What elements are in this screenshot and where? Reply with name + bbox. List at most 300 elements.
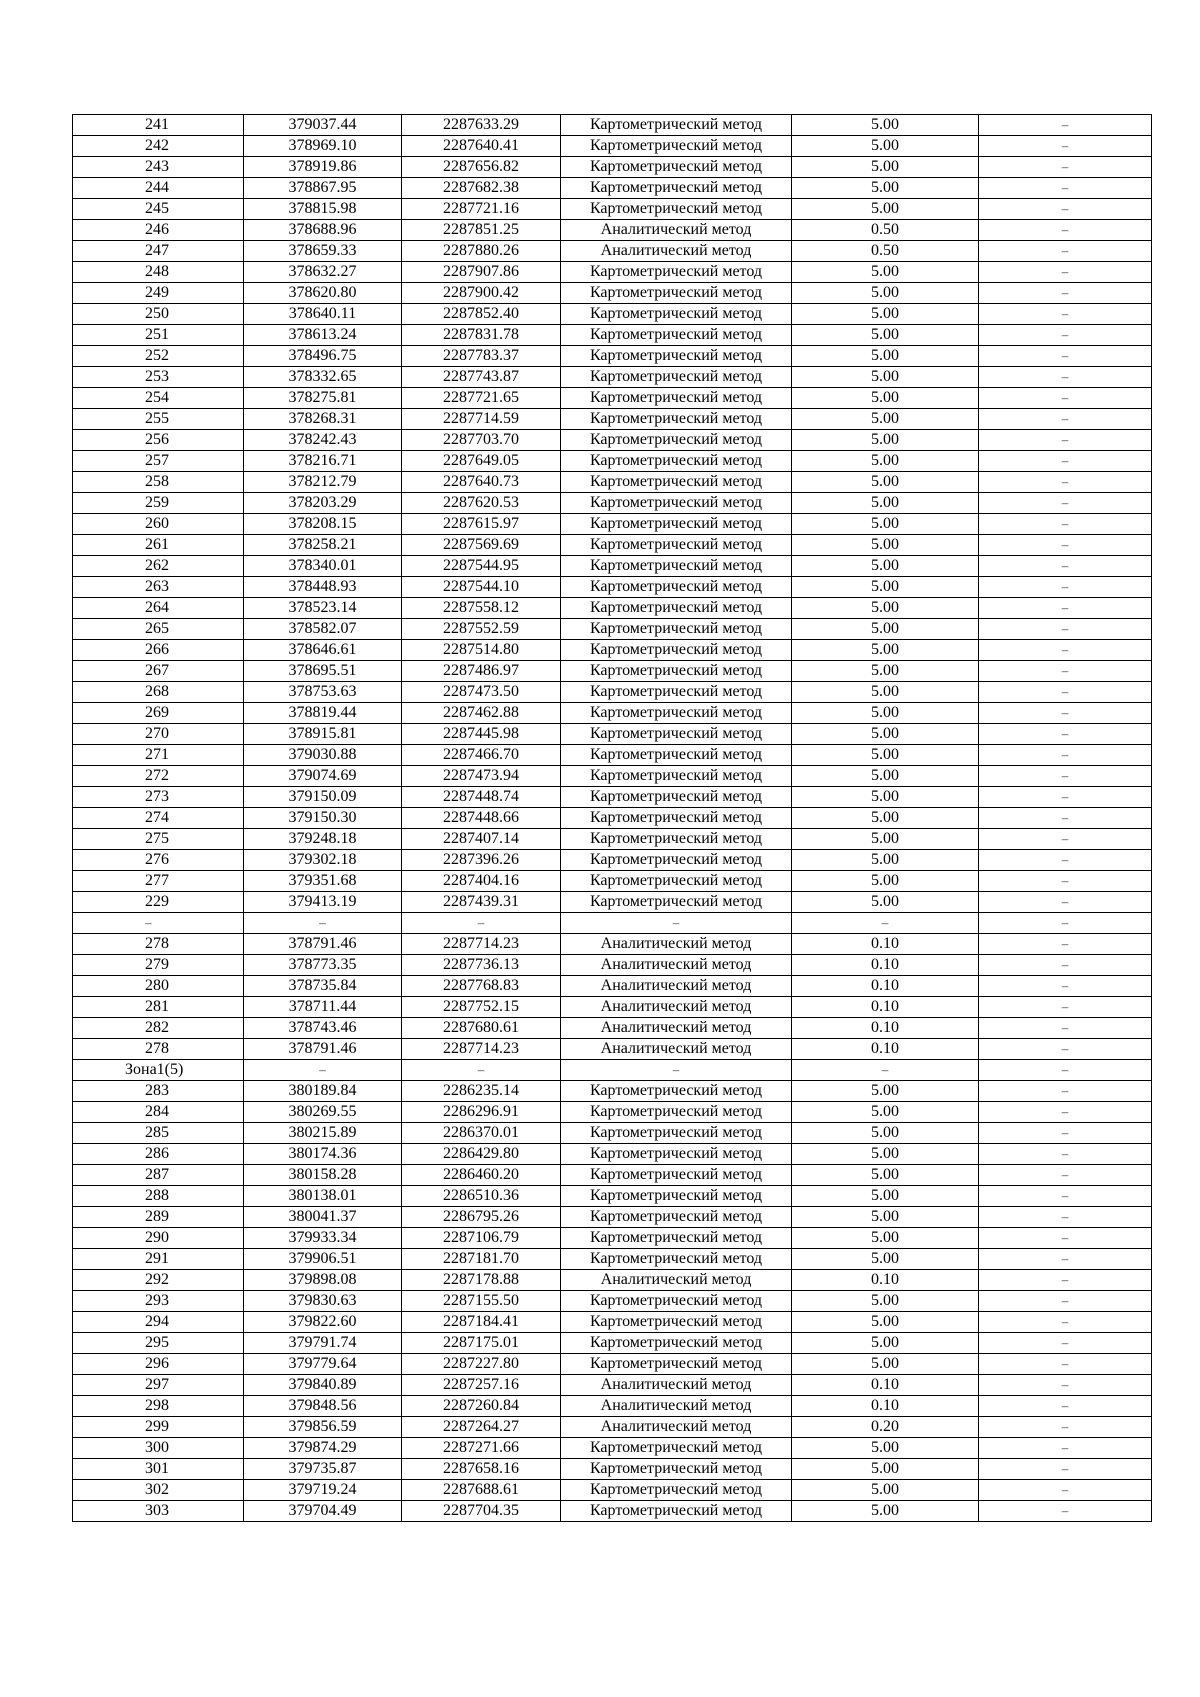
point-number-cell: 274 [73, 808, 244, 829]
accuracy-cell: 5.00 [792, 682, 979, 703]
table-row [73, 703, 1152, 724]
method-cell: Картометрический метод [561, 493, 792, 514]
x-coordinate-cell: 378867.95 [244, 178, 402, 199]
x-coordinate-cell: 379302.18 [244, 850, 402, 871]
method-cell: Картометрический метод [561, 1333, 792, 1354]
table-row [73, 1354, 1152, 1375]
x-coordinate-cell: 378815.98 [244, 199, 402, 220]
table-row [73, 1249, 1152, 1270]
point-number-cell: 296 [73, 1354, 244, 1375]
method-cell: Картометрический метод [561, 283, 792, 304]
point-number-cell: 275 [73, 829, 244, 850]
point-number-cell: 303 [73, 1501, 244, 1522]
description-cell: – [979, 1144, 1152, 1165]
table-row [73, 934, 1152, 955]
x-coordinate-cell: 379933.34 [244, 1228, 402, 1249]
accuracy-cell: 5.00 [792, 1312, 979, 1333]
x-coordinate-cell: 378340.01 [244, 556, 402, 577]
accuracy-cell: 5.00 [792, 199, 979, 220]
table-row [73, 325, 1152, 346]
method-cell: Картометрический метод [561, 640, 792, 661]
y-coordinate-cell: 2287407.14 [402, 829, 561, 850]
method-cell: Картометрический метод [561, 1228, 792, 1249]
y-coordinate-cell: 2287569.69 [402, 535, 561, 556]
method-cell: Картометрический метод [561, 892, 792, 913]
method-cell: Картометрический метод [561, 1480, 792, 1501]
description-cell: – [979, 976, 1152, 997]
x-coordinate-cell: 380041.37 [244, 1207, 402, 1228]
description-cell: – [979, 1291, 1152, 1312]
accuracy-cell: 5.00 [792, 283, 979, 304]
accuracy-cell: 5.00 [792, 1165, 979, 1186]
description-cell: – [979, 850, 1152, 871]
point-number-cell: 285 [73, 1123, 244, 1144]
y-coordinate-cell: 2287714.23 [402, 934, 561, 955]
x-coordinate-cell: 378640.11 [244, 304, 402, 325]
description-cell: – [979, 1459, 1152, 1480]
x-coordinate-cell: 379830.63 [244, 1291, 402, 1312]
description-cell: – [979, 829, 1152, 850]
x-coordinate-cell: 378659.33 [244, 241, 402, 262]
table-row [73, 157, 1152, 178]
point-number-cell: 249 [73, 283, 244, 304]
x-coordinate-cell: 378268.31 [244, 409, 402, 430]
table-row [73, 1270, 1152, 1291]
point-number-cell: 257 [73, 451, 244, 472]
table-row [73, 682, 1152, 703]
accuracy-cell: 5.00 [792, 1501, 979, 1522]
table-row [73, 850, 1152, 871]
table-row [73, 808, 1152, 829]
y-coordinate-cell: 2287743.87 [402, 367, 561, 388]
method-cell: Картометрический метод [561, 1186, 792, 1207]
method-cell: Картометрический метод [561, 157, 792, 178]
method-cell: Картометрический метод [561, 367, 792, 388]
x-coordinate-cell: 380215.89 [244, 1123, 402, 1144]
x-coordinate-cell: 380138.01 [244, 1186, 402, 1207]
point-number-cell: 284 [73, 1102, 244, 1123]
accuracy-cell: 5.00 [792, 1480, 979, 1501]
point-number-cell: 242 [73, 136, 244, 157]
description-cell: – [979, 115, 1152, 136]
accuracy-cell: 0.10 [792, 1396, 979, 1417]
method-cell: Аналитический метод [561, 241, 792, 262]
point-number-cell: 264 [73, 598, 244, 619]
accuracy-cell: 5.00 [792, 640, 979, 661]
method-cell: Аналитический метод [561, 1375, 792, 1396]
y-coordinate-cell: 2287396.26 [402, 850, 561, 871]
accuracy-cell: 5.00 [792, 409, 979, 430]
method-cell: Картометрический метод [561, 829, 792, 850]
method-cell: Аналитический метод [561, 955, 792, 976]
y-coordinate-cell: 2287544.95 [402, 556, 561, 577]
point-number-cell: 261 [73, 535, 244, 556]
accuracy-cell: 5.00 [792, 472, 979, 493]
table-row [73, 514, 1152, 535]
description-cell: – [979, 409, 1152, 430]
description-cell: – [979, 1312, 1152, 1333]
table-row [73, 1375, 1152, 1396]
y-coordinate-cell: 2287257.16 [402, 1375, 561, 1396]
y-coordinate-cell: 2287633.29 [402, 115, 561, 136]
point-number-cell: 286 [73, 1144, 244, 1165]
point-number-cell: 302 [73, 1480, 244, 1501]
accuracy-cell: 0.10 [792, 934, 979, 955]
y-coordinate-cell: 2287721.16 [402, 199, 561, 220]
y-coordinate-cell: 2287714.23 [402, 1039, 561, 1060]
point-number-cell: 269 [73, 703, 244, 724]
accuracy-cell: 5.00 [792, 787, 979, 808]
method-cell: Картометрический метод [561, 1144, 792, 1165]
point-number-cell: 287 [73, 1165, 244, 1186]
description-cell: – [979, 808, 1152, 829]
point-number-cell: 266 [73, 640, 244, 661]
point-number-cell: 245 [73, 199, 244, 220]
table-row [73, 766, 1152, 787]
point-number-cell: 246 [73, 220, 244, 241]
table-row [73, 1333, 1152, 1354]
method-cell: Картометрический метод [561, 577, 792, 598]
description-cell: – [979, 1501, 1152, 1522]
description-cell: – [979, 1333, 1152, 1354]
description-cell: – [979, 493, 1152, 514]
y-coordinate-cell: 2287752.15 [402, 997, 561, 1018]
y-coordinate-cell: 2286795.26 [402, 1207, 561, 1228]
table-row [73, 136, 1152, 157]
table-row [73, 745, 1152, 766]
description-cell: – [979, 157, 1152, 178]
y-coordinate-cell: 2287448.66 [402, 808, 561, 829]
table-row [73, 1081, 1152, 1102]
method-cell: Картометрический метод [561, 304, 792, 325]
accuracy-cell: 0.50 [792, 241, 979, 262]
accuracy-cell: 0.20 [792, 1417, 979, 1438]
point-number-cell: 252 [73, 346, 244, 367]
method-cell: Картометрический метод [561, 1354, 792, 1375]
accuracy-cell: 5.00 [792, 451, 979, 472]
x-coordinate-cell: 379856.59 [244, 1417, 402, 1438]
method-cell: Аналитический метод [561, 976, 792, 997]
accuracy-cell: 5.00 [792, 850, 979, 871]
accuracy-cell: 5.00 [792, 892, 979, 913]
method-cell: Картометрический метод [561, 682, 792, 703]
x-coordinate-cell: – [244, 913, 402, 934]
point-number-cell: 294 [73, 1312, 244, 1333]
description-cell: – [979, 934, 1152, 955]
description-cell: – [979, 430, 1152, 451]
table-row [73, 262, 1152, 283]
y-coordinate-cell: – [402, 913, 561, 934]
x-coordinate-cell: 378216.71 [244, 451, 402, 472]
point-number-cell: 300 [73, 1438, 244, 1459]
point-number-cell: 278 [73, 934, 244, 955]
accuracy-cell: 5.00 [792, 724, 979, 745]
accuracy-cell: 0.10 [792, 1039, 979, 1060]
description-cell: – [979, 1018, 1152, 1039]
x-coordinate-cell: 379735.87 [244, 1459, 402, 1480]
description-cell: – [979, 283, 1152, 304]
description-cell: – [979, 346, 1152, 367]
table-row [73, 724, 1152, 745]
method-cell: Аналитический метод [561, 1396, 792, 1417]
y-coordinate-cell: 2287155.50 [402, 1291, 561, 1312]
description-cell: – [979, 304, 1152, 325]
accuracy-cell: – [792, 913, 979, 934]
table-row [73, 451, 1152, 472]
accuracy-cell: 5.00 [792, 1081, 979, 1102]
point-number-cell: 277 [73, 871, 244, 892]
x-coordinate-cell: 378688.96 [244, 220, 402, 241]
accuracy-cell: 0.50 [792, 220, 979, 241]
description-cell: – [979, 1396, 1152, 1417]
table-row [73, 661, 1152, 682]
y-coordinate-cell: 2287178.88 [402, 1270, 561, 1291]
method-cell: Картометрический метод [561, 430, 792, 451]
table-row [73, 913, 1152, 934]
description-cell: – [979, 556, 1152, 577]
description-cell: – [979, 325, 1152, 346]
method-cell: Картометрический метод [561, 850, 792, 871]
description-cell: – [979, 1039, 1152, 1060]
point-number-cell: 251 [73, 325, 244, 346]
accuracy-cell: 5.00 [792, 115, 979, 136]
description-cell: – [979, 367, 1152, 388]
y-coordinate-cell: 2287704.35 [402, 1501, 561, 1522]
point-number-cell: 241 [73, 115, 244, 136]
table-body [73, 115, 1152, 1522]
table-row [73, 556, 1152, 577]
x-coordinate-cell: 378208.15 [244, 514, 402, 535]
accuracy-cell: 5.00 [792, 157, 979, 178]
y-coordinate-cell: 2287264.27 [402, 1417, 561, 1438]
point-number-cell: 292 [73, 1270, 244, 1291]
method-cell: Картометрический метод [561, 1459, 792, 1480]
accuracy-cell: 5.00 [792, 619, 979, 640]
point-number-cell: 243 [73, 157, 244, 178]
accuracy-cell: 5.00 [792, 430, 979, 451]
method-cell: Картометрический метод [561, 409, 792, 430]
x-coordinate-cell: 379906.51 [244, 1249, 402, 1270]
y-coordinate-cell: 2287783.37 [402, 346, 561, 367]
description-cell: – [979, 451, 1152, 472]
method-cell: Картометрический метод [561, 745, 792, 766]
x-coordinate-cell: 378582.07 [244, 619, 402, 640]
y-coordinate-cell: 2287703.70 [402, 430, 561, 451]
x-coordinate-cell: – [244, 1060, 402, 1081]
table-row [73, 1060, 1152, 1081]
point-number-cell: 289 [73, 1207, 244, 1228]
x-coordinate-cell: 379413.19 [244, 892, 402, 913]
x-coordinate-cell: 380174.36 [244, 1144, 402, 1165]
x-coordinate-cell: 378735.84 [244, 976, 402, 997]
x-coordinate-cell: 379150.09 [244, 787, 402, 808]
x-coordinate-cell: 378695.51 [244, 661, 402, 682]
x-coordinate-cell: 378275.81 [244, 388, 402, 409]
y-coordinate-cell: 2287439.31 [402, 892, 561, 913]
accuracy-cell: 5.00 [792, 1228, 979, 1249]
point-number-cell: 283 [73, 1081, 244, 1102]
y-coordinate-cell: 2287514.80 [402, 640, 561, 661]
x-coordinate-cell: 378919.86 [244, 157, 402, 178]
x-coordinate-cell: 378448.93 [244, 577, 402, 598]
method-cell: Картометрический метод [561, 724, 792, 745]
table-row [73, 1438, 1152, 1459]
x-coordinate-cell: 379074.69 [244, 766, 402, 787]
x-coordinate-cell: 378791.46 [244, 1039, 402, 1060]
x-coordinate-cell: 378212.79 [244, 472, 402, 493]
y-coordinate-cell: 2287640.41 [402, 136, 561, 157]
method-cell: Аналитический метод [561, 220, 792, 241]
table-row [73, 178, 1152, 199]
description-cell: – [979, 199, 1152, 220]
method-cell: Картометрический метод [561, 451, 792, 472]
point-number-cell: 255 [73, 409, 244, 430]
description-cell: – [979, 1207, 1152, 1228]
point-number-cell: 259 [73, 493, 244, 514]
description-cell: – [979, 535, 1152, 556]
y-coordinate-cell: 2286510.36 [402, 1186, 561, 1207]
description-cell: – [979, 1375, 1152, 1396]
point-number-cell: 301 [73, 1459, 244, 1480]
method-cell: Аналитический метод [561, 1039, 792, 1060]
y-coordinate-cell: 2287473.50 [402, 682, 561, 703]
y-coordinate-cell: 2287880.26 [402, 241, 561, 262]
description-cell: – [979, 1480, 1152, 1501]
accuracy-cell: 5.00 [792, 1333, 979, 1354]
x-coordinate-cell: 378743.46 [244, 1018, 402, 1039]
point-number-cell: 254 [73, 388, 244, 409]
x-coordinate-cell: 378646.61 [244, 640, 402, 661]
description-cell: – [979, 682, 1152, 703]
x-coordinate-cell: 378496.75 [244, 346, 402, 367]
accuracy-cell: 5.00 [792, 262, 979, 283]
point-number-cell: 258 [73, 472, 244, 493]
table-row [73, 640, 1152, 661]
x-coordinate-cell: 380158.28 [244, 1165, 402, 1186]
table-row [73, 1186, 1152, 1207]
x-coordinate-cell: 378258.21 [244, 535, 402, 556]
y-coordinate-cell: 2287907.86 [402, 262, 561, 283]
description-cell: – [979, 1438, 1152, 1459]
y-coordinate-cell: – [402, 1060, 561, 1081]
method-cell: Картометрический метод [561, 514, 792, 535]
method-cell: Картометрический метод [561, 661, 792, 682]
table-row [73, 1144, 1152, 1165]
method-cell: Картометрический метод [561, 1438, 792, 1459]
accuracy-cell: – [792, 1060, 979, 1081]
accuracy-cell: 5.00 [792, 1354, 979, 1375]
description-cell: – [979, 1354, 1152, 1375]
table-row [73, 493, 1152, 514]
table-row [73, 1123, 1152, 1144]
x-coordinate-cell: 379791.74 [244, 1333, 402, 1354]
accuracy-cell: 5.00 [792, 1438, 979, 1459]
x-coordinate-cell: 378332.65 [244, 367, 402, 388]
y-coordinate-cell: 2287721.65 [402, 388, 561, 409]
method-cell: Картометрический метод [561, 1249, 792, 1270]
table-row [73, 283, 1152, 304]
accuracy-cell: 5.00 [792, 1249, 979, 1270]
method-cell: Картометрический метод [561, 871, 792, 892]
accuracy-cell: 0.10 [792, 997, 979, 1018]
accuracy-cell: 5.00 [792, 136, 979, 157]
point-number-cell: 291 [73, 1249, 244, 1270]
y-coordinate-cell: 2287462.88 [402, 703, 561, 724]
table-row [73, 367, 1152, 388]
table-row [73, 1207, 1152, 1228]
y-coordinate-cell: 2287184.41 [402, 1312, 561, 1333]
description-cell: – [979, 892, 1152, 913]
table-row [73, 199, 1152, 220]
x-coordinate-cell: 378753.63 [244, 682, 402, 703]
x-coordinate-cell: 378969.10 [244, 136, 402, 157]
table-row [73, 1417, 1152, 1438]
method-cell: Картометрический метод [561, 388, 792, 409]
method-cell: Картометрический метод [561, 1102, 792, 1123]
description-cell: – [979, 241, 1152, 262]
y-coordinate-cell: 2287620.53 [402, 493, 561, 514]
method-cell: Аналитический метод [561, 1270, 792, 1291]
method-cell: Картометрический метод [561, 766, 792, 787]
y-coordinate-cell: 2287682.38 [402, 178, 561, 199]
y-coordinate-cell: 2287260.84 [402, 1396, 561, 1417]
method-cell: – [561, 1060, 792, 1081]
y-coordinate-cell: 2287175.01 [402, 1333, 561, 1354]
y-coordinate-cell: 2287181.70 [402, 1249, 561, 1270]
y-coordinate-cell: 2287466.70 [402, 745, 561, 766]
description-cell: – [979, 745, 1152, 766]
table-row [73, 1018, 1152, 1039]
x-coordinate-cell: 378915.81 [244, 724, 402, 745]
table-row [73, 892, 1152, 913]
method-cell: Картометрический метод [561, 787, 792, 808]
point-number-cell: 268 [73, 682, 244, 703]
point-number-cell: 267 [73, 661, 244, 682]
description-cell: – [979, 1102, 1152, 1123]
table-row [73, 535, 1152, 556]
y-coordinate-cell: 2287831.78 [402, 325, 561, 346]
accuracy-cell: 5.00 [792, 661, 979, 682]
x-coordinate-cell: 378791.46 [244, 934, 402, 955]
x-coordinate-cell: 379898.08 [244, 1270, 402, 1291]
y-coordinate-cell: 2287640.73 [402, 472, 561, 493]
point-number-cell: 273 [73, 787, 244, 808]
accuracy-cell: 5.00 [792, 367, 979, 388]
method-cell: Картометрический метод [561, 1081, 792, 1102]
description-cell: – [979, 766, 1152, 787]
y-coordinate-cell: 2287404.16 [402, 871, 561, 892]
description-cell: – [979, 136, 1152, 157]
x-coordinate-cell: 378632.27 [244, 262, 402, 283]
table-row [73, 976, 1152, 997]
description-cell: – [979, 1165, 1152, 1186]
y-coordinate-cell: 2287649.05 [402, 451, 561, 472]
coordinates-table [72, 114, 1152, 1522]
accuracy-cell: 0.10 [792, 976, 979, 997]
method-cell: Картометрический метод [561, 1123, 792, 1144]
y-coordinate-cell: 2286429.80 [402, 1144, 561, 1165]
method-cell: – [561, 913, 792, 934]
x-coordinate-cell: 378613.24 [244, 325, 402, 346]
method-cell: Картометрический метод [561, 703, 792, 724]
method-cell: Картометрический метод [561, 1291, 792, 1312]
description-cell: – [979, 955, 1152, 976]
method-cell: Картометрический метод [561, 199, 792, 220]
method-cell: Аналитический метод [561, 1417, 792, 1438]
method-cell: Картометрический метод [561, 1165, 792, 1186]
point-number-cell: 281 [73, 997, 244, 1018]
description-cell: – [979, 1417, 1152, 1438]
